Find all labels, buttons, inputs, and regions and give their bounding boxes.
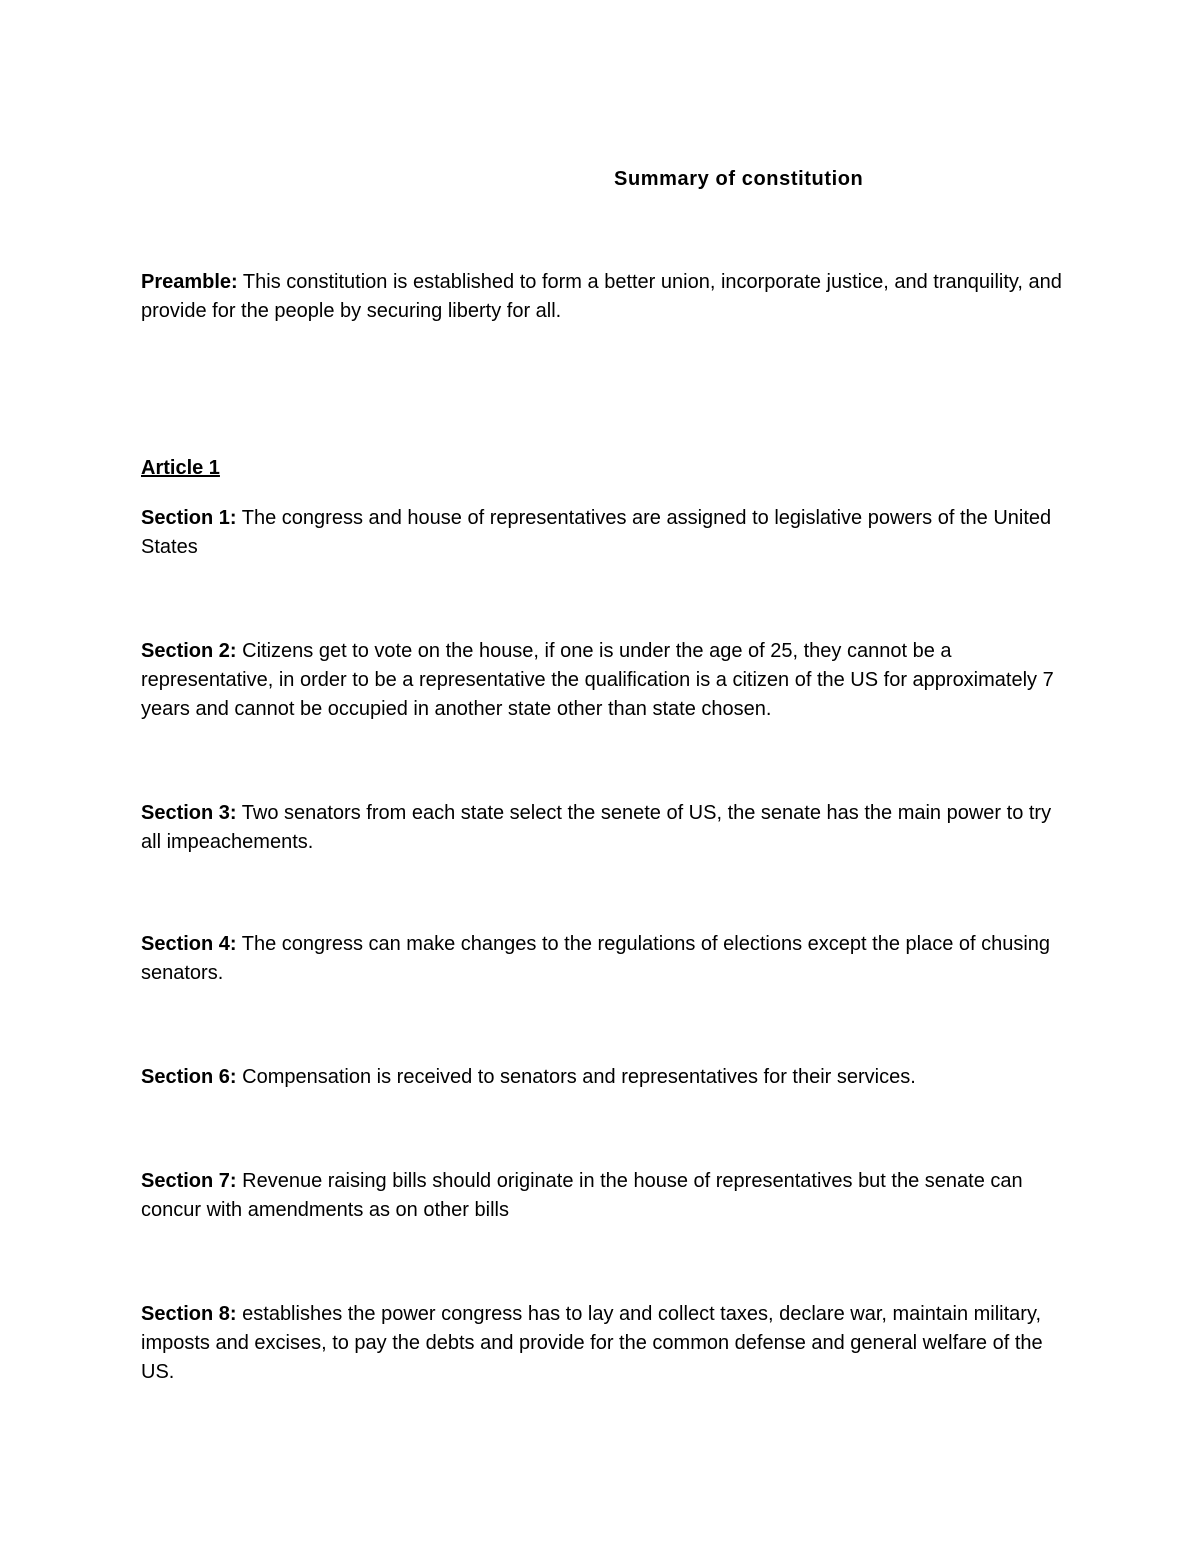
section-1-text: The congress and house of representatives are assigned to legislative powers of the United States <box>141 507 1052 558</box>
section-2-label: Section 2: <box>141 640 237 662</box>
section-3-text: Two senators from each state select the senete of US, the senate has the main power to try all impeachements. <box>141 802 1052 853</box>
section-8-paragraph <box>141 1300 1076 1387</box>
section-7-text: Revenue raising bills should originate in the house of representatives but the senate can concur with amendments as on other bills <box>141 1170 1023 1221</box>
preamble-paragraph <box>141 268 1076 326</box>
section-3-paragraph <box>141 799 1076 857</box>
section-1-paragraph <box>141 504 1076 562</box>
section-6-paragraph <box>141 1063 1076 1092</box>
section-2-paragraph <box>141 637 1076 724</box>
section-3-label: Section 3: <box>141 802 237 824</box>
section-1-label: Section 1: <box>141 507 237 529</box>
section-2-text: Citizens get to vote on the house, if one is under the age of 25, they cannot be a representative, in order to be a representative the qualification is a citizen of the US for approximately 7 years and cannot be occupied in another state other than state chosen. <box>141 640 1054 720</box>
article-1-heading: Article 1 <box>141 457 220 479</box>
section-7-label: Section 7: <box>141 1170 237 1192</box>
section-8-label: Section 8: <box>141 1303 237 1325</box>
section-4-paragraph <box>141 930 1076 988</box>
section-6-text: Compensation is received to senators and representatives for their services. <box>236 1066 916 1088</box>
section-4-text: The congress can make changes to the regulations of elections except the place of chusing senators. <box>141 933 1051 984</box>
section-7-paragraph <box>141 1167 1076 1225</box>
section-4-label: Section 4: <box>141 933 237 955</box>
section-6-label: Section 6: <box>141 1066 237 1088</box>
document-title: Summary of constitution <box>614 168 864 190</box>
preamble-text: This constitution is established to form a better union, incorporate justice, and tranquility, and provide for the people by securing liberty for all. <box>141 271 1062 322</box>
section-8-text: establishes the power congress has to lay and collect taxes, declare war, maintain military, imposts and excises, to pay the debts and provide for the common defense and general welfare of the US. <box>141 1303 1043 1383</box>
preamble-label: Preamble: <box>141 271 238 293</box>
